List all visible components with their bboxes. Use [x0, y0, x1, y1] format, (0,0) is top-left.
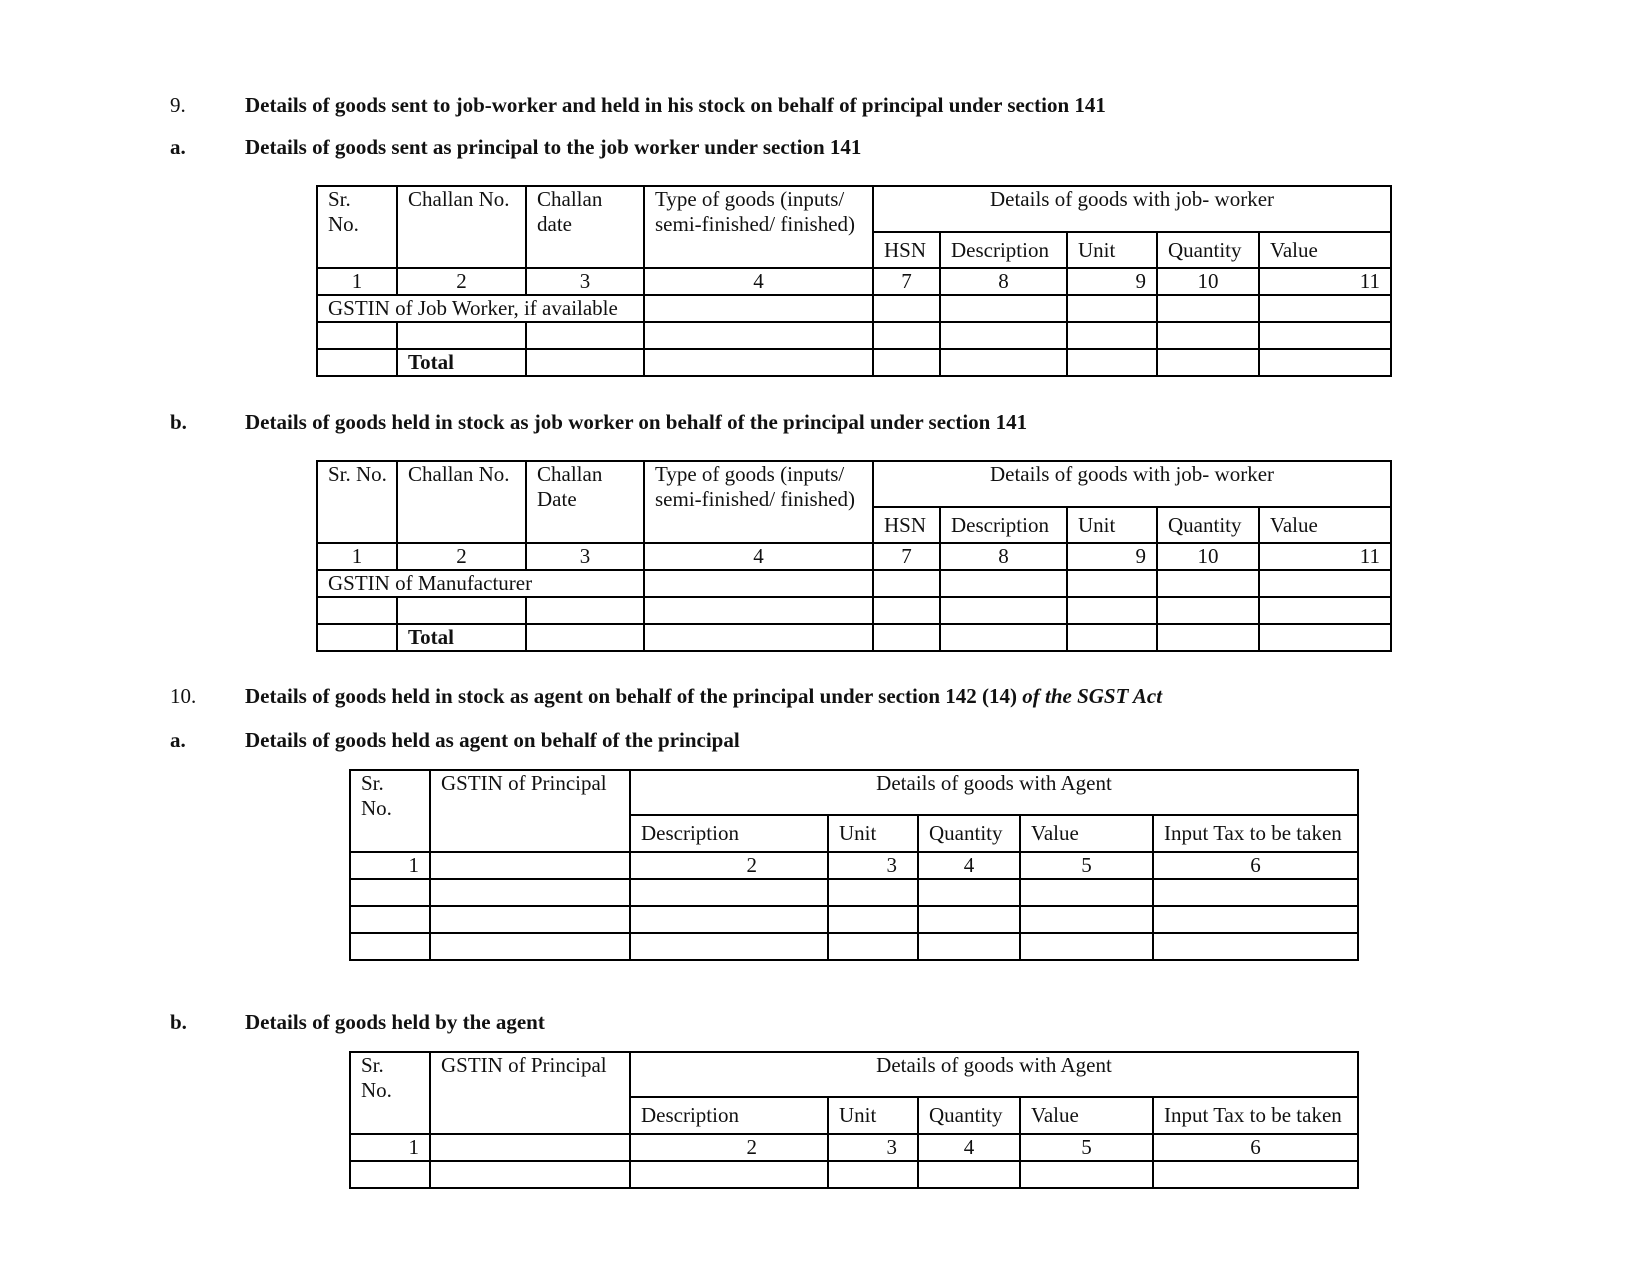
column-index: 1	[350, 1134, 430, 1161]
table-10b	[349, 1051, 1359, 1189]
section-10-title-main: Details of goods held in stock as agent on behalf of the principal under section 142 (14)	[245, 684, 1017, 708]
header-type-of-goods: Type of goods (inputs/ semi-finished/ finished)	[644, 186, 873, 268]
table-cell	[430, 933, 630, 960]
table-cell	[1259, 570, 1391, 597]
section-9-title: Details of goods sent to job-worker and held in his stock on behalf of principal under section 141	[245, 93, 1106, 117]
table-cell	[873, 570, 940, 597]
table-cell	[940, 597, 1067, 624]
column-index: 4	[918, 852, 1020, 879]
table-cell	[940, 624, 1067, 651]
column-index: 10	[1157, 543, 1259, 570]
table-cell	[630, 906, 828, 933]
table-cell	[918, 879, 1020, 906]
column-index: 1	[317, 543, 397, 570]
table-cell	[630, 933, 828, 960]
header-challan-date: Challan date	[526, 186, 644, 268]
table-cell	[940, 570, 1067, 597]
table-cell	[1157, 624, 1259, 651]
column-index: 4	[918, 1134, 1020, 1161]
column-index: 4	[644, 543, 873, 570]
column-index: 10	[1157, 268, 1259, 295]
column-index: 3	[828, 852, 918, 879]
table-cell	[630, 1161, 828, 1188]
header-description: Description	[940, 507, 1067, 543]
header-type-of-goods: Type of goods (inputs/ semi-finished/ finished)	[644, 461, 873, 543]
header-sr-no: Sr. No.	[350, 770, 430, 852]
column-index: 8	[940, 268, 1067, 295]
table-cell	[430, 852, 630, 879]
section-10b-label: b.	[170, 1010, 187, 1034]
header-details-with-agent: Details of goods with Agent	[630, 1052, 1358, 1097]
total-label: Total	[397, 624, 526, 651]
column-index: 3	[526, 268, 644, 295]
table-cell	[1157, 295, 1259, 322]
table-cell	[317, 597, 397, 624]
table-cell	[644, 322, 873, 349]
header-details-of-goods: Details of goods with job- worker	[873, 186, 1391, 232]
table-cell	[1020, 879, 1153, 906]
table-cell	[1020, 906, 1153, 933]
column-index: 1	[317, 268, 397, 295]
header-quantity: Quantity	[1157, 507, 1259, 543]
header-input-tax: Input Tax to be taken	[1153, 1097, 1358, 1134]
gstin-manufacturer-label: GSTIN of Manufacturer	[317, 570, 644, 597]
table-cell	[1020, 1161, 1153, 1188]
header-hsn: HSN	[873, 507, 940, 543]
table-cell	[526, 597, 644, 624]
header-details-with-agent: Details of goods with Agent	[630, 770, 1358, 815]
table-cell	[644, 349, 873, 376]
header-details-of-goods: Details of goods with job- worker	[873, 461, 1391, 507]
header-quantity: Quantity	[1157, 232, 1259, 268]
table-cell	[873, 624, 940, 651]
column-index: 8	[940, 543, 1067, 570]
column-index: 3	[828, 1134, 918, 1161]
table-cell	[350, 879, 430, 906]
table-cell	[430, 1134, 630, 1161]
table-cell	[918, 1161, 1020, 1188]
section-10-number: 10.	[170, 684, 197, 708]
header-description: Description	[940, 232, 1067, 268]
table-cell	[644, 570, 873, 597]
column-index: 6	[1153, 852, 1358, 879]
table-cell	[828, 906, 918, 933]
section-10a-label: a.	[170, 728, 186, 752]
column-index: 2	[630, 852, 828, 879]
section-10a-title: Details of goods held as agent on behalf of the principal	[245, 728, 740, 752]
header-sr-no: Sr. No.	[317, 186, 397, 268]
column-index: 5	[1020, 852, 1153, 879]
section-10-title	[245, 684, 1162, 708]
section-9b-title: Details of goods held in stock as job worker on behalf of the principal under section 141	[245, 410, 1028, 434]
table-cell	[1067, 295, 1157, 322]
header-challan-date: Challan Date	[526, 461, 644, 543]
table-10a	[349, 769, 1359, 961]
table-cell	[940, 349, 1067, 376]
header-value: Value	[1259, 232, 1391, 268]
column-index: 2	[397, 543, 526, 570]
table-cell	[918, 906, 1020, 933]
table-cell	[350, 1161, 430, 1188]
column-index: 3	[526, 543, 644, 570]
table-cell	[940, 322, 1067, 349]
column-index: 9	[1067, 268, 1157, 295]
table-cell	[350, 933, 430, 960]
column-index: 6	[1153, 1134, 1358, 1161]
table-cell	[918, 933, 1020, 960]
table-cell	[1259, 624, 1391, 651]
table-cell	[873, 597, 940, 624]
table-cell	[350, 906, 430, 933]
header-unit: Unit	[828, 815, 918, 852]
header-description: Description	[630, 1097, 828, 1134]
header-challan-no: Challan No.	[397, 186, 526, 268]
table-cell	[526, 624, 644, 651]
header-hsn: HSN	[873, 232, 940, 268]
table-cell	[317, 322, 397, 349]
section-9-number: 9.	[170, 93, 186, 117]
table-cell	[430, 906, 630, 933]
header-value: Value	[1020, 1097, 1153, 1134]
table-cell	[644, 295, 873, 322]
column-index: 9	[1067, 543, 1157, 570]
column-index: 11	[1259, 543, 1391, 570]
column-index: 4	[644, 268, 873, 295]
table-cell	[630, 879, 828, 906]
table-cell	[1259, 349, 1391, 376]
column-index: 2	[630, 1134, 828, 1161]
table-cell	[828, 1161, 918, 1188]
table-cell	[644, 624, 873, 651]
table-cell	[1067, 624, 1157, 651]
header-sr-no: Sr. No.	[317, 461, 397, 543]
column-index: 7	[873, 268, 940, 295]
table-cell	[873, 295, 940, 322]
table-cell	[1157, 597, 1259, 624]
table-cell	[1020, 933, 1153, 960]
column-index: 2	[397, 268, 526, 295]
header-challan-no: Challan No.	[397, 461, 526, 543]
table-9a	[316, 185, 1392, 377]
total-label: Total	[397, 349, 526, 376]
table-cell	[644, 597, 873, 624]
column-index: 5	[1020, 1134, 1153, 1161]
table-cell	[1153, 1161, 1358, 1188]
table-cell	[397, 322, 526, 349]
header-gstin-principal: GSTIN of Principal	[430, 770, 630, 852]
table-cell	[873, 349, 940, 376]
header-value: Value	[1020, 815, 1153, 852]
table-cell	[1067, 322, 1157, 349]
table-cell	[1153, 906, 1358, 933]
table-cell	[1157, 349, 1259, 376]
table-cell	[430, 1161, 630, 1188]
table-cell	[430, 879, 630, 906]
table-cell	[873, 322, 940, 349]
header-quantity: Quantity	[918, 1097, 1020, 1134]
header-unit: Unit	[828, 1097, 918, 1134]
section-9b-label: b.	[170, 410, 187, 434]
header-value: Value	[1259, 507, 1391, 543]
table-cell	[526, 349, 644, 376]
column-index: 1	[350, 852, 430, 879]
header-input-tax: Input Tax to be taken	[1153, 815, 1358, 852]
table-cell	[317, 624, 397, 651]
table-cell	[1259, 597, 1391, 624]
column-index: 7	[873, 543, 940, 570]
gstin-job-worker-label: GSTIN of Job Worker, if available	[317, 295, 644, 322]
header-description: Description	[630, 815, 828, 852]
header-unit: Unit	[1067, 507, 1157, 543]
table-cell	[1153, 879, 1358, 906]
table-cell	[1259, 322, 1391, 349]
header-quantity: Quantity	[918, 815, 1020, 852]
table-cell	[1157, 570, 1259, 597]
section-10b-title: Details of goods held by the agent	[245, 1010, 545, 1034]
table-cell	[317, 349, 397, 376]
section-10-title-italic: of the SGST Act	[1022, 684, 1163, 708]
header-sr-no: Sr. No.	[350, 1052, 430, 1134]
table-cell	[828, 879, 918, 906]
table-cell	[828, 933, 918, 960]
table-cell	[1067, 597, 1157, 624]
table-cell	[1259, 295, 1391, 322]
column-index: 11	[1259, 268, 1391, 295]
table-cell	[1157, 322, 1259, 349]
table-9b	[316, 460, 1392, 652]
section-9a-title: Details of goods sent as principal to the job worker under section 141	[245, 135, 862, 159]
table-cell	[1153, 933, 1358, 960]
table-cell	[940, 295, 1067, 322]
table-cell	[1067, 349, 1157, 376]
header-unit: Unit	[1067, 232, 1157, 268]
table-cell	[526, 322, 644, 349]
table-cell	[397, 597, 526, 624]
header-gstin-principal: GSTIN of Principal	[430, 1052, 630, 1134]
section-9a-label: a.	[170, 135, 186, 159]
table-cell	[1067, 570, 1157, 597]
